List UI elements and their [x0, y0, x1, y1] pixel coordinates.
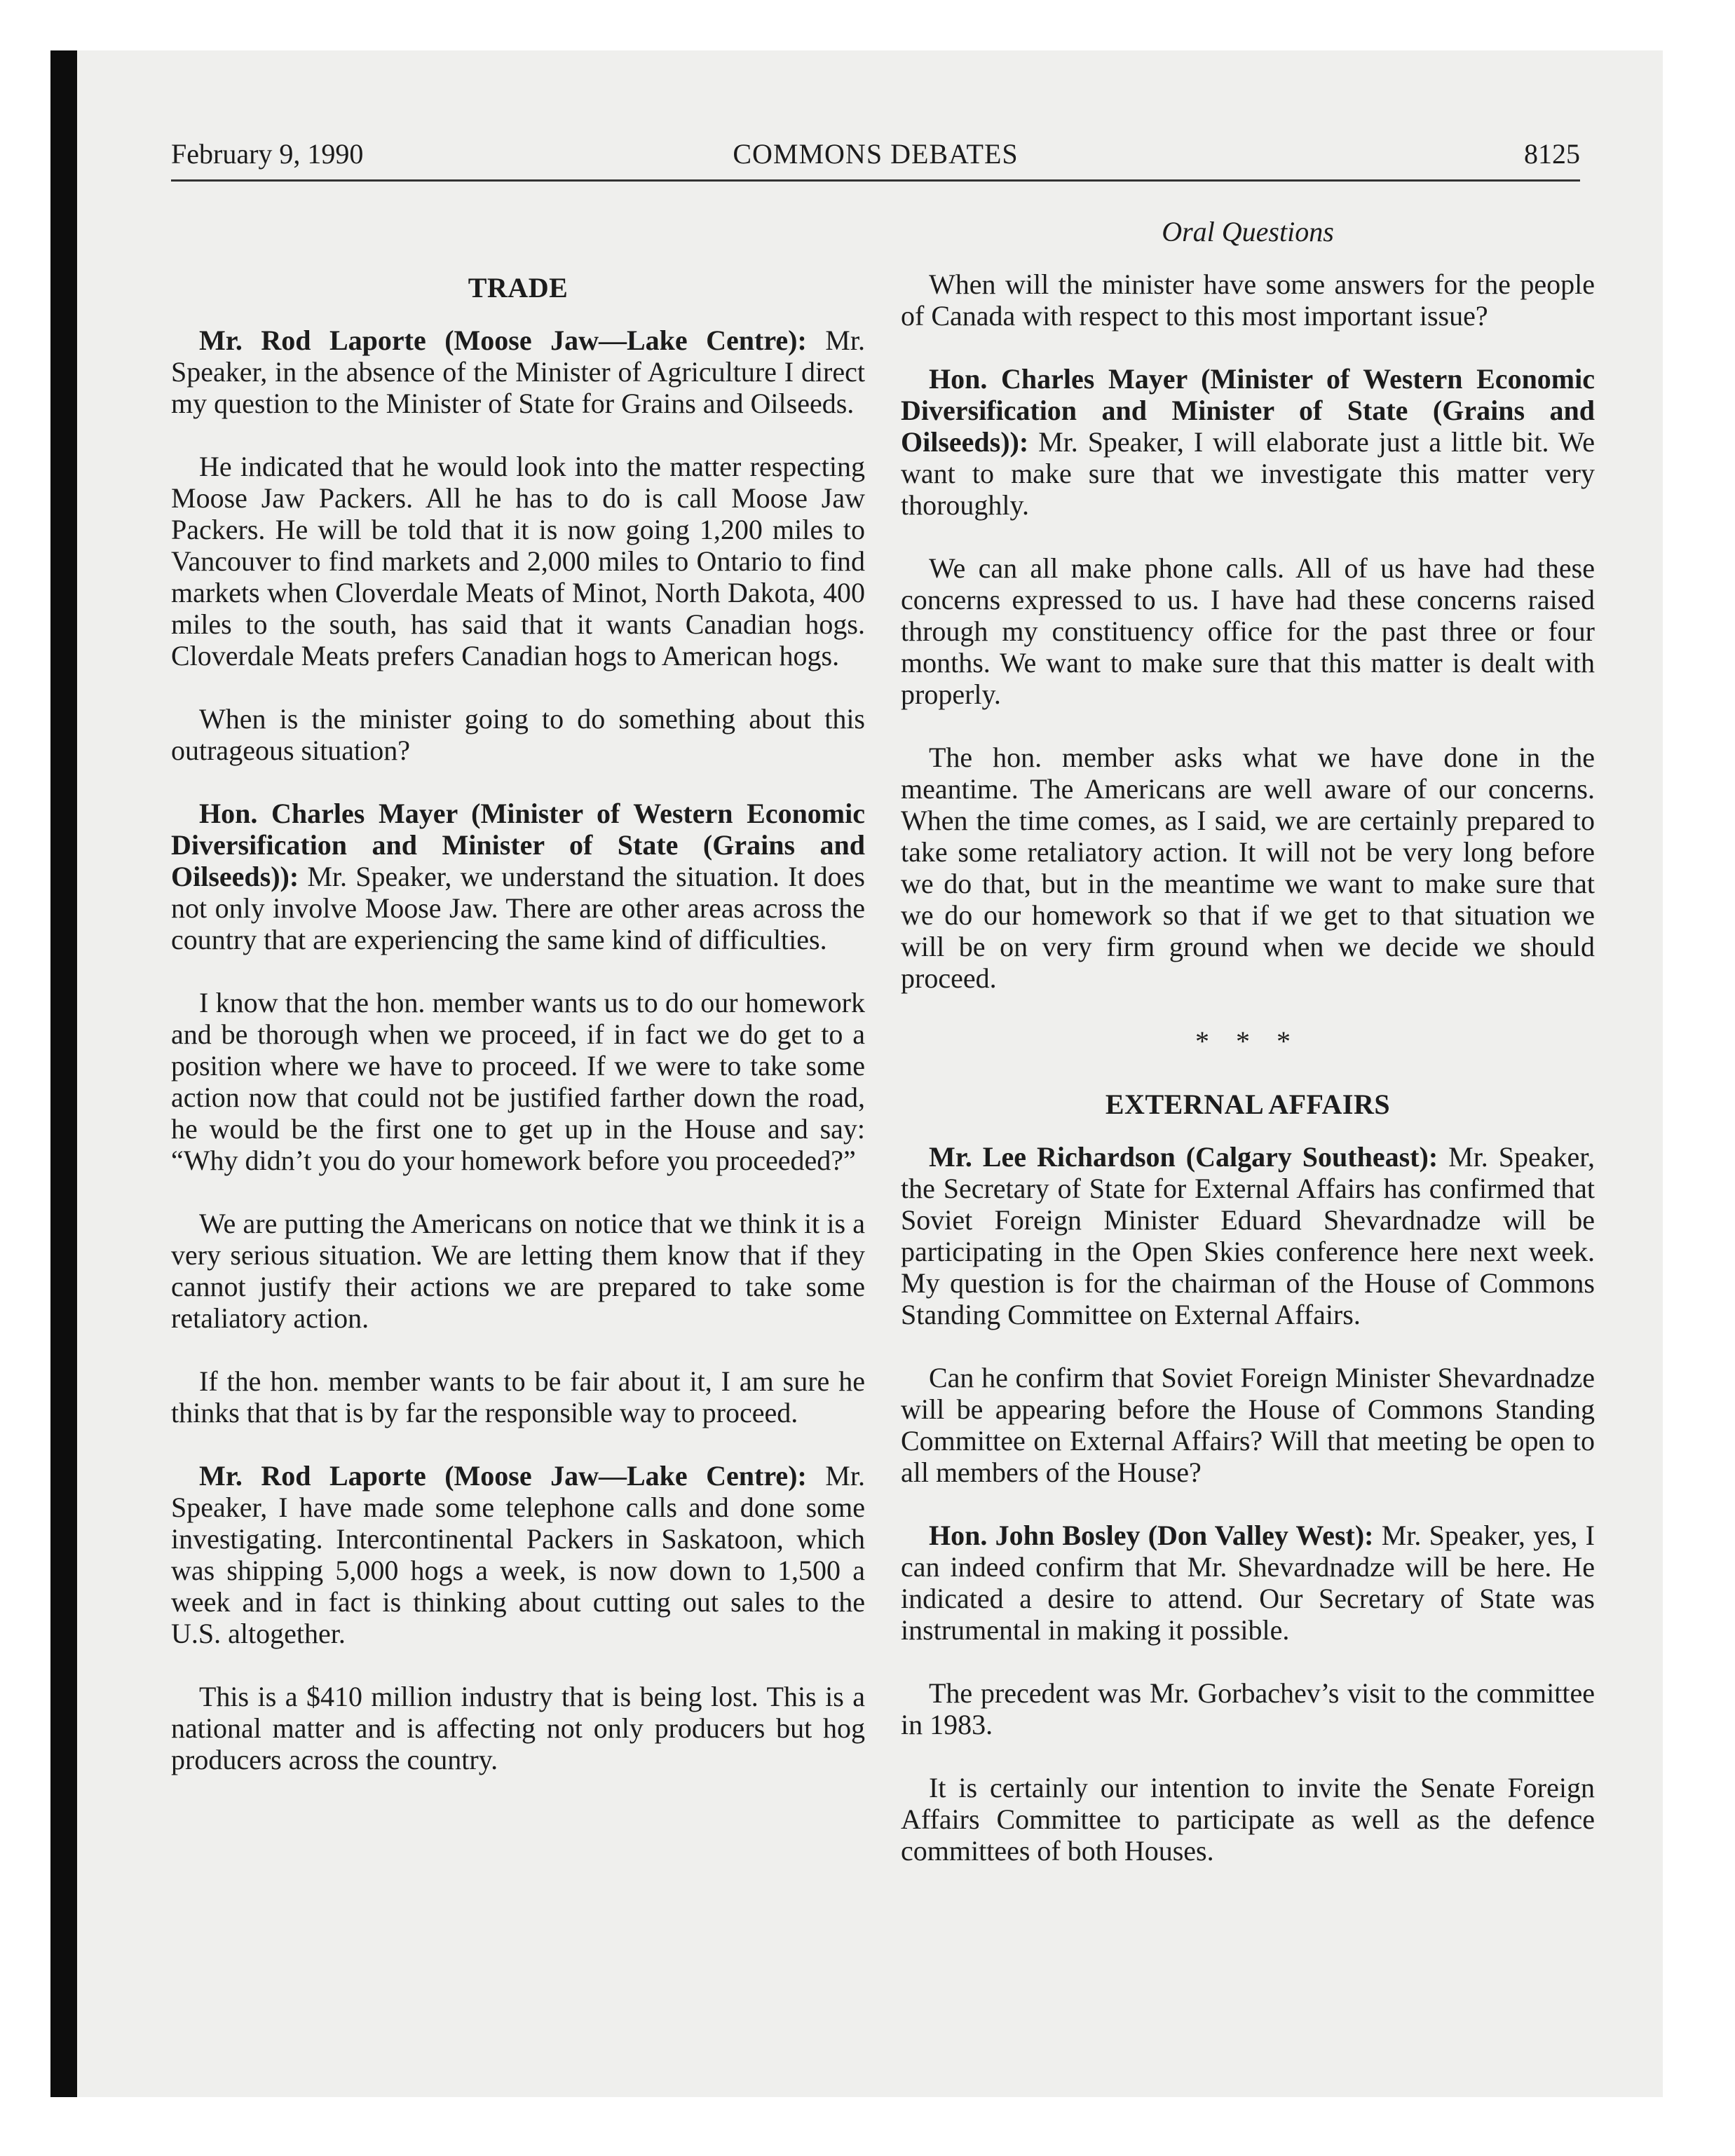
paragraph-text: Mr. Speaker, yes, I can indeed confirm that Mr. Shevardnadze will be here. He indicated a desire to attend. Our Secretary of State was instrumental in making it possible. [901, 1520, 1595, 1646]
paragraph-text: We are putting the Americans on notice that we think it is a very serious situation. We are letting them know that if they cannot justify their actions we are prepared to take some retaliatory action. [171, 1208, 865, 1334]
paragraph-text: We can all make phone calls. All of us have had these concerns expressed to us. I have had these concerns raised through my constituency office for the past three or four months. We want to make sure that this matter is dealt with properly. [901, 552, 1595, 710]
speaker-name: Hon. John Bosley (Don Valley West): [929, 1520, 1374, 1551]
paragraph [901, 1362, 1595, 1488]
paragraph [171, 1365, 865, 1428]
left-column [171, 272, 865, 1807]
page-header [171, 137, 1580, 182]
paragraph [171, 451, 865, 671]
paragraph-text: It is certainly our intention to invite the Senate Foreign Affairs Committee to participate as well as the defence committees of both Houses. [901, 1772, 1595, 1867]
right-column [901, 216, 1595, 1898]
header-date: February 9, 1990 [171, 138, 364, 170]
paragraph-text: Can he confirm that Soviet Foreign Minister Shevardnadze will be appearing before the House of Commons Standing Committee on External Affairs? Will that meeting be open to all members of the House? [901, 1362, 1595, 1488]
paragraph [901, 1520, 1595, 1646]
paragraph-text: Mr. Speaker, in the absence of the Minister of Agriculture I direct my question to the Minister of State for Grains and Oilseeds. [171, 325, 865, 419]
paragraph [171, 798, 865, 955]
paragraph-text: This is a $410 million industry that is being lost. This is a national matter and is affecting not only producers but hog producers across the country. [171, 1681, 865, 1775]
paragraph [171, 325, 865, 419]
paragraph-text: Mr. Speaker, we understand the situation. It does not only involve Moose Jaw. There are other areas across the country that are experiencing the same kind of difficulties. [171, 861, 865, 955]
paragraph [171, 1460, 865, 1649]
paragraph [171, 987, 865, 1176]
paragraph-text: Mr. Speaker, the Secretary of State for External Affairs has confirmed that Soviet Foreign Minister Eduard Shevardnadze will be participating in the Open Skies conference here next week. My question is for the chairman of the House of Commons Standing Committee on External Affairs. [901, 1141, 1595, 1330]
paragraph [901, 742, 1595, 994]
paragraph [901, 363, 1595, 521]
speaker-name: Hon. Charles Mayer (Minister of Western Economic Diversification and Minister of State (Grains and Oilseeds)): [171, 798, 865, 892]
paragraph-text: Mr. Speaker, I have made some telephone calls and done some investigating. Intercontinental Packers in Saskatoon, which was shipping 5,000 hogs a week, is now down to 1,500 a week and in fact is thinking about cutting out sales to the U.S. altogether. [171, 1460, 865, 1649]
paragraph [171, 703, 865, 766]
left-paragraphs [171, 325, 865, 1775]
paragraph-text: Mr. Speaker, I will elaborate just a little bit. We want to make sure that we investigate this matter very thoroughly. [901, 426, 1595, 521]
paragraph [901, 552, 1595, 710]
right-paragraphs-after [901, 1141, 1595, 1867]
paragraph-text: He indicated that he would look into the matter respecting Moose Jaw Packers. All he has to do is call Moose Jaw Packers. He will be told that it is now going 1,200 miles to Vancouver to find markets and 2,000 miles to Ontario to find markets when Cloverdale Meats of Minot, North Dakota, 400 miles to the south, has said that it wants Canadian hogs. Cloverdale Meats prefers Canadian hogs to American hogs. [171, 451, 865, 671]
paragraph [171, 1208, 865, 1334]
paragraph [171, 1681, 865, 1775]
speaker-name: Mr. Rod Laporte (Moose Jaw—Lake Centre): [199, 325, 807, 356]
paragraph [901, 1772, 1595, 1867]
paragraph [901, 1141, 1595, 1330]
header-title: COMMONS DEBATES [733, 138, 1019, 170]
paragraph [901, 1677, 1595, 1740]
speaker-name: Mr. Lee Richardson (Calgary Southeast): [929, 1141, 1438, 1173]
speaker-name: Hon. Charles Mayer (Minister of Western Economic Diversification and Minister of State (Grains and Oilseeds)): [901, 363, 1595, 458]
paragraph-text: The precedent was Mr. Gorbachev’s visit to the committee in 1983. [901, 1677, 1595, 1740]
section-title-external-affairs: EXTERNAL AFFAIRS [1105, 1089, 1391, 1120]
section-title-trade: TRADE [468, 272, 569, 303]
paragraph-text: If the hon. member wants to be fair about it, I am sure he thinks that that is by far the responsible way to proceed. [171, 1365, 865, 1428]
running-head: Oral Questions [1162, 216, 1334, 247]
section-separator: * * * [1195, 1025, 1300, 1057]
paragraph-text: When will the minister have some answers for the people of Canada with respect to this most important issue? [901, 268, 1595, 332]
right-paragraphs-before [901, 268, 1595, 994]
speaker-name: Mr. Rod Laporte (Moose Jaw—Lake Centre): [199, 1460, 807, 1492]
paragraph-text: When is the minister going to do something about this outrageous situation? [171, 703, 865, 766]
scan-edge-bar [50, 50, 77, 2097]
paragraph-text: I know that the hon. member wants us to do our homework and be thorough when we proceed, if in fact we do get to a position where we have to proceed. If we were to take some action now that could not be justified farther down the road, he would be the first one to get up in the House and say: “Why didn’t you do your homework before you proceeded?” [171, 987, 865, 1176]
paragraph [901, 268, 1595, 332]
header-page-number: 8125 [1524, 138, 1580, 170]
paragraph-text: The hon. member asks what we have done in the meantime. The Americans are well aware of our concerns. When the time comes, as I said, we are certainly prepared to take some retaliatory action. It will not be very long before we do that, but in the meantime we want to make sure that we do our homework so that if we get to that situation we will be on very firm ground when we decide we should proceed. [901, 742, 1595, 994]
